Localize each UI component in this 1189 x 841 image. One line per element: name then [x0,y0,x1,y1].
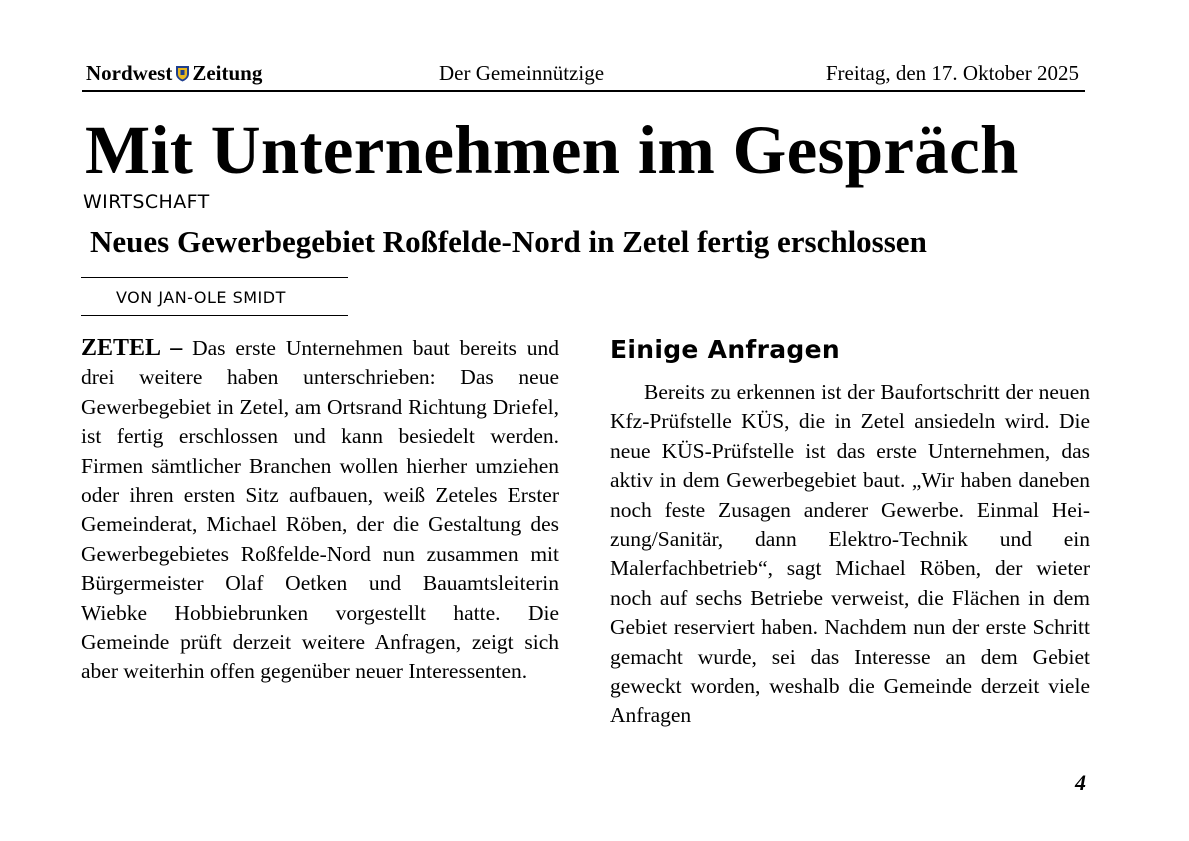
newspaper-logo [86,61,262,86]
article-body: Bereits zu erkennen ist der Baufortschritt der neuen Kfz-Prüfstelle KÜS, die in Zetel ansiedeln wird. Die neue KÜS-Prüfstelle ist das erste Unternehmen, das aktiv in dem Gewerbegebiet baut. „Wir haben daneben noch feste Zusagen anderer Gewerbe. Einmal Heizung/Sanitär, dann Elektro-Technik und ein Malerfachbetrieb“, sagt Michael Röben, der wieter noch auf sechs Betriebe verweist, die Flächen in dem Gebiet reserviert haben. Nachdem nun der erste Schritt gemacht wurde, sei das Interesse an dem Gebiet geweckt worden, weshalb die Gemeinde derzeit viele Anfragen [610,380,1090,728]
byline-top-rule [81,277,348,278]
brand-name-left: Nordwest [86,61,173,85]
byline-bottom-rule [81,315,348,316]
headline: Mit Unternehmen im Gespräch [85,112,1019,188]
brand-name-right: Zeitung [192,61,263,85]
edition-title: Der Gemeinnützige [439,61,605,85]
masthead [82,58,1085,92]
lead-text: Das erste Unternehmen baut bereits und drei weitere haben unterschrieben: Das neue Gewerbegebiet in Zetel, am Ortsrand Richtung Driefel, ist fertig erschlossen und kann besiedelt werden. Firmen sämtlicher Branchen wollen hierher umziehen oder ihren ersten Sitz aufbauen, weiß Zeteles Erster Gemeinderat, Michael Röben, der die Gestaltung des Gewerbegebietes Roßfelde-Nord nun zusammen mit Bürgermeister Olaf Oetken und Bauamtsleiterin Wiebke Hobbiebrunken vorgestellt hatte. Die Gemeinde prüft derzeit weitere Anfragen, zeigt sich aber weiterhin offen gegenüber neuer Interessenten. [81,336,560,684]
section-label: WIRTSCHAFT [83,191,210,213]
crest-icon [175,65,190,82]
issue-date: Freitag, den 17. Oktober 2025 [825,61,1079,85]
section-heading: Einige Anfragen [610,335,840,364]
article-lead [81,334,559,687]
byline: VON JAN-OLE SMIDT [116,288,286,307]
subheadline: Neues Gewerbegebiet Roßfelde-Nord in Zetel fertig erschlossen [90,224,927,259]
page-number: 4 [1075,770,1086,795]
dateline: ZETEL – [81,335,183,361]
